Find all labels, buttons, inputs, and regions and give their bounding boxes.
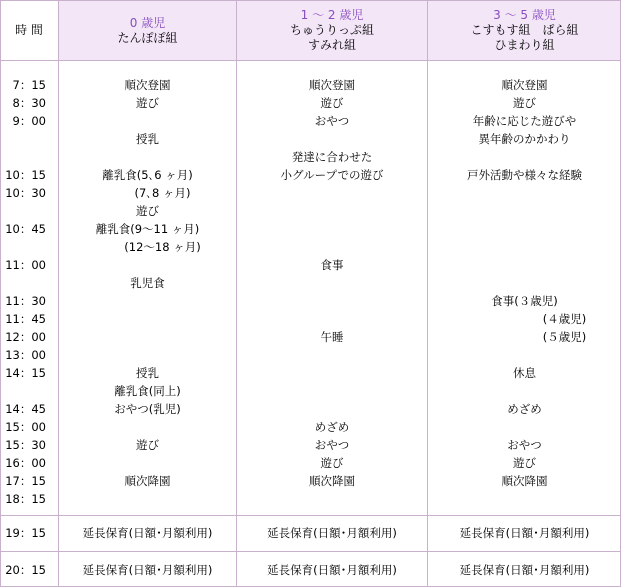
activity-entry: 遊び	[136, 438, 159, 452]
extended-care-entry: 延長保育(日額･月額利用)	[82, 526, 213, 540]
time-label: 18：15	[5, 492, 46, 506]
activity-entry: 食事(３歳児)	[491, 294, 558, 308]
activity-entry: 離乳食(9～11 ヶ月)	[95, 222, 200, 236]
activity-entry: 順次降園	[309, 474, 355, 488]
activity-entry: 順次降園	[501, 474, 548, 488]
time-label: 11：00	[5, 258, 46, 272]
time-label: 15：30	[5, 438, 46, 452]
activity-entry: おやつ	[507, 438, 542, 452]
time-label: 9：00	[12, 114, 46, 128]
activity-entry: 離乳食(同上)	[114, 384, 181, 398]
activity-entry: めざめ	[507, 402, 542, 416]
time-label: 13：00	[5, 348, 46, 362]
activity-entry: (12～18 ヶ月)	[124, 240, 201, 254]
activity-entry: 発達に合わせた	[291, 150, 373, 164]
time-label: 19：15	[5, 526, 46, 540]
activity-entry: 遊び	[136, 204, 159, 218]
time-label: 11：45	[5, 312, 46, 326]
divider	[0, 515, 621, 516]
time-label: 14：15	[5, 366, 46, 380]
activity-entry: 戸外活動や様々な経験	[467, 168, 582, 182]
age-group-label: 1 ～ 2 歳児	[300, 8, 364, 22]
extended-care-entry: 延長保育(日額･月額利用)	[82, 563, 213, 577]
activity-entry: 遊び	[320, 456, 344, 470]
activity-entry: 年齢に応じた遊びや	[472, 114, 577, 128]
extended-care-entry: 延長保育(日額･月額利用)	[459, 563, 590, 577]
activity-entry: おやつ	[314, 438, 350, 452]
time-label: 12：00	[5, 330, 46, 344]
class-name: たんぽぽ組	[117, 30, 178, 45]
time-label: 14：45	[5, 402, 46, 416]
time-label: 10：45	[5, 222, 46, 236]
class-name: ちゅうりっぷ組	[289, 23, 374, 37]
class-name: すみれ組	[307, 38, 356, 52]
activity-entry: 授乳	[136, 366, 159, 380]
time-label: 10：30	[5, 186, 46, 200]
class-name: こすもす組 ぱら組	[470, 23, 579, 37]
header-col1	[59, 1, 236, 60]
activity-entry: おやつ	[314, 114, 350, 128]
time-label: 11：30	[5, 294, 46, 308]
activity-entry: 遊び	[136, 96, 159, 110]
time-label: 20：15	[5, 563, 46, 577]
activity-entry: 小グループでの遊び	[280, 168, 384, 182]
activity-entry: 休息	[513, 366, 536, 380]
activity-entry: (４歳児)	[542, 312, 587, 326]
activity-entry: 離乳食(5､6 ヶ月)	[102, 168, 193, 182]
header-col3	[428, 1, 621, 60]
activity-entry: 順次登園	[501, 78, 548, 92]
time-label: 10：15	[5, 168, 46, 182]
activity-entry: 授乳	[136, 132, 159, 146]
activity-entry: おやつ(乳児)	[114, 402, 181, 416]
time-label: 8：30	[12, 96, 46, 110]
activity-entry: 乳児食	[130, 276, 165, 290]
time-label: 16：00	[5, 456, 46, 470]
header-col2	[237, 1, 427, 60]
activity-entry: 食事	[320, 258, 344, 272]
activity-entry: 遊び	[320, 96, 344, 110]
activity-entry: 順次降園	[124, 474, 171, 488]
activity-entry: 異年齢のかかわり	[478, 132, 571, 146]
extended-care-entry: 延長保育(日額･月額利用)	[267, 563, 397, 577]
class-name: ひまわり組	[494, 38, 555, 52]
activity-entry: 順次登園	[309, 78, 355, 92]
activity-entry: 遊び	[513, 456, 536, 470]
activity-entry: (7､8 ヶ月)	[134, 186, 191, 200]
divider	[0, 60, 621, 61]
activity-entry: 午睡	[320, 330, 344, 344]
time-label: 15：00	[5, 420, 46, 434]
time-label: 17：15	[5, 474, 46, 488]
time-label: 7：15	[12, 78, 46, 92]
activity-entry: 遊び	[513, 96, 536, 110]
extended-care-entry: 延長保育(日額･月額利用)	[267, 526, 397, 540]
age-group-label: 3 ～ 5 歳児	[493, 8, 556, 22]
activity-entry: 順次登園	[124, 78, 171, 92]
header-time	[0, 1, 58, 60]
age-group-label: 0 歳児	[129, 15, 166, 30]
time-column-label: 時 間	[15, 23, 43, 37]
divider	[0, 551, 621, 552]
activity-entry: めざめ	[314, 420, 350, 434]
activity-entry: (５歳児)	[542, 330, 587, 344]
extended-care-entry: 延長保育(日額･月額利用)	[459, 526, 590, 540]
